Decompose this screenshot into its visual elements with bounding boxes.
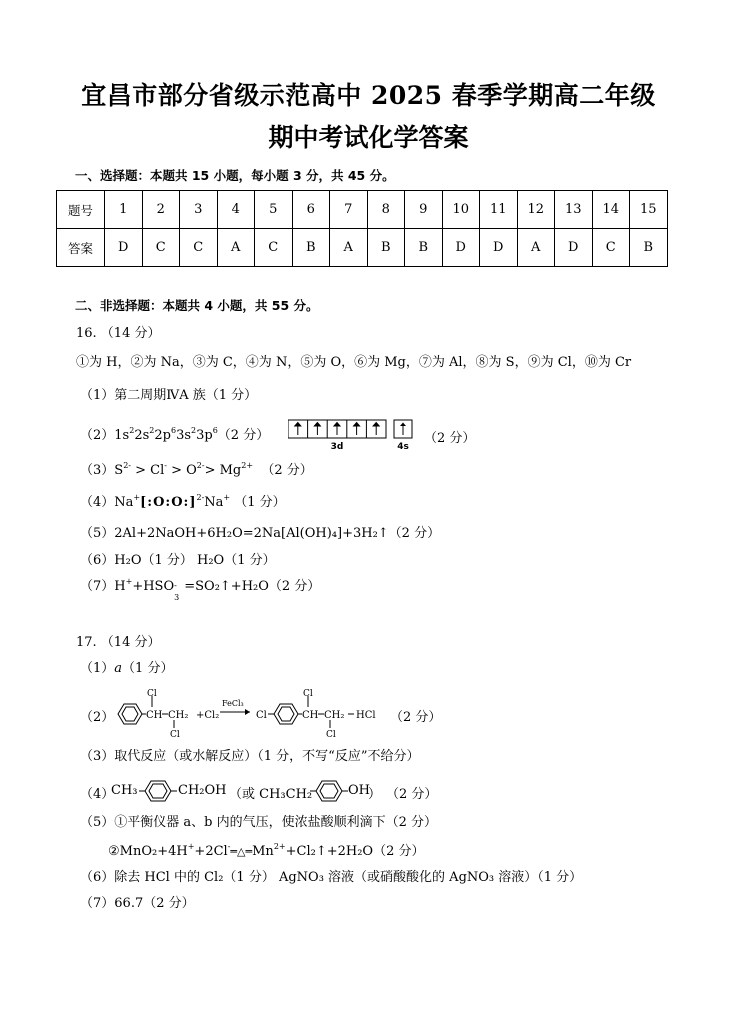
benzene-ring-icon — [310, 778, 350, 804]
orbital-label-3d: 3d — [330, 442, 344, 452]
q16-a2-score2: （2 分） — [424, 431, 476, 446]
answer-cell: B — [630, 229, 668, 267]
benzene-ring-icon — [118, 704, 142, 724]
orbital-label-4s: 4s — [397, 442, 409, 452]
q16-a2-prefix: （2） — [80, 428, 115, 443]
section1-heading: 一、选择题：本题共 15 小题，每小题 3 分，共 45 分。 — [75, 168, 395, 183]
answer-cell: D — [105, 229, 143, 267]
chlorine-bottom: Cl — [326, 730, 336, 740]
config-orbital: 3p — [196, 428, 213, 443]
question-number: 1 — [105, 191, 143, 229]
substituent-cl: Cl — [256, 710, 267, 721]
config-count: 2 — [191, 426, 197, 435]
equation-part: +2Cl — [194, 844, 228, 859]
q16-a3-prefix: （3） — [80, 463, 115, 478]
answer-cell: A — [330, 229, 368, 267]
config-orbital: 2s — [134, 428, 150, 443]
ion-symbol: > Cl — [130, 463, 165, 478]
question-number: 14 — [592, 191, 630, 229]
question-number: 6 — [292, 191, 330, 229]
q16-header: 16. （14 分） — [76, 326, 161, 341]
chain-ch: CH — [302, 710, 319, 721]
answer-cell: C — [592, 229, 630, 267]
q16-a7-rest: =SO₂↑+H₂O（2 分） — [180, 579, 321, 594]
question-number: 8 — [367, 191, 405, 229]
q16-a4-score: （1 分） — [234, 495, 286, 510]
document-title-line2: 期中考试化学答案 — [268, 123, 469, 152]
config-count: 2 — [149, 426, 155, 435]
q16-a3-score: （2 分） — [261, 463, 313, 478]
q16-answer-6: （6）H₂O（1 分） H₂O（1 分） — [80, 553, 276, 568]
question-number: 7 — [330, 191, 368, 229]
electron-configuration — [114, 428, 218, 443]
ion-charge: + — [133, 493, 141, 502]
q17-a1-prefix: （1） — [80, 661, 115, 676]
ion-symbol: > Mg — [204, 463, 242, 478]
equation-part: ②MnO₂+4H — [108, 844, 188, 859]
bisulfite-formula: +HSO — [132, 579, 175, 594]
q16-element-list: ①为 H，②为 Na，③为 C，④为 N，⑤为 O，⑥为 Mg，⑦为 Al，⑧为 S，⑨为 Cl，⑩为 Cr — [76, 355, 632, 370]
q17-answer-5-2 — [108, 843, 424, 861]
section2-heading: 二、非选择题：本题共 4 小题，共 55 分。 — [75, 298, 319, 313]
ion-charge: - — [164, 461, 167, 470]
reaction-arrow-icon — [220, 709, 250, 715]
question-number: 12 — [517, 191, 555, 229]
ion-charge: 2+ — [241, 461, 254, 470]
q16-answer-3 — [80, 462, 313, 480]
row-header-question-no: 题号 — [57, 191, 105, 229]
answer-cell: C — [255, 229, 293, 267]
ion-charge: 2- — [196, 461, 205, 470]
q17-header: 17. （14 分） — [76, 635, 161, 650]
config-count: 6 — [212, 426, 218, 435]
heating-equals-sign: ═△═ — [230, 845, 253, 858]
peroxide-electron-dot: [:O:O:] — [140, 495, 197, 510]
sodium-symbol: Na — [114, 495, 134, 510]
q17-answer-7: （7）66.7（2 分） — [80, 896, 195, 911]
chlorine-top: Cl — [303, 689, 313, 699]
byproduct-hcl: HCl — [356, 710, 376, 721]
q17-a4-alternative: （或 CH₃CH₂ — [229, 787, 313, 802]
q17-a4-close: ） — [368, 787, 382, 802]
config-count: 2 — [129, 426, 135, 435]
config-orbital: 3s — [176, 428, 192, 443]
question-number: 9 — [405, 191, 443, 229]
chain-ch2: CH₂ — [168, 710, 189, 721]
benzene-ring-icon — [139, 778, 179, 804]
sodium-symbol: Na — [204, 495, 224, 510]
q17-a2-score: （2 分） — [390, 710, 442, 725]
answer-cell: B — [367, 229, 405, 267]
q16-a2-score1: （2 分） — [217, 428, 270, 443]
multiple-choice-answer-table — [56, 190, 668, 267]
q17-reaction-diagram — [110, 688, 420, 740]
question-number: 11 — [480, 191, 518, 229]
answer-cell: A — [517, 229, 555, 267]
ion-symbol: > O — [166, 463, 197, 478]
answer-cell: D — [442, 229, 480, 267]
ion-charge: - — [227, 842, 231, 851]
question-number: 4 — [217, 191, 255, 229]
ion-symbol: S — [114, 463, 124, 478]
4s-orbital-box — [394, 420, 412, 438]
config-orbital: 2p — [154, 428, 171, 443]
q16-answer-5: （5）2Al+2NaOH+6H₂O=2Na[Al(OH)₄]+3H₂↑（2 分） — [80, 526, 441, 541]
q17-a1-answer: a — [114, 661, 123, 676]
q16-answer-1: （1）第二周期ⅣA 族（1 分） — [80, 388, 258, 403]
row-header-answer: 答案 — [57, 229, 105, 267]
q17-a4-ch3: CH₃ — [111, 783, 138, 798]
question-number: 15 — [630, 191, 668, 229]
catalyst-fecl3: FeCl₃ — [222, 699, 244, 708]
q16-answer-2 — [80, 427, 269, 445]
question-number: 2 — [142, 191, 180, 229]
q17-a2-prefix: （2） — [80, 710, 115, 725]
orbital-diagram — [288, 418, 418, 454]
chain-ch: CH — [146, 710, 163, 721]
config-count: 6 — [170, 426, 177, 435]
equation-part: +Cl₂↑+2H₂O（2 分） — [285, 844, 425, 859]
question-number: 5 — [255, 191, 293, 229]
q17-a4-oh: OH — [348, 783, 370, 798]
q17-answer-5-1: （5）①平衡仪器 a、b 内的气压，使浓盐酸顺利滴下（2 分） — [80, 815, 438, 830]
q16-a4-prefix: （4） — [80, 495, 115, 510]
answer-row — [57, 229, 668, 267]
answer-cell: B — [405, 229, 443, 267]
document-title-line1: 宜昌市部分省级示范高中 2025 春季学期高二年级 — [81, 81, 656, 110]
q17-answer-1 — [80, 660, 173, 678]
ion-charge: + — [187, 842, 195, 851]
answer-cell: C — [180, 229, 218, 267]
q17-a4-ch2oh: CH₂OH — [178, 783, 227, 798]
question-number: 13 — [555, 191, 593, 229]
chain-ch2: CH₂ — [324, 710, 345, 721]
q17-a4-score: （2 分） — [386, 787, 438, 802]
q17-a1-score: （1 分） — [122, 661, 174, 676]
question-number: 10 — [442, 191, 480, 229]
answer-cell: C — [142, 229, 180, 267]
ion-charge: 2- — [123, 461, 131, 470]
reagent-cl2: +Cl₂ — [196, 710, 220, 721]
answer-cell: A — [217, 229, 255, 267]
config-orbital: 1s — [114, 428, 130, 443]
q17-a4-prefix: （4） — [80, 787, 115, 802]
q16-answer-7: （7）H++HSO 3 - =SO₂↑+H₂O（2 分） — [80, 577, 321, 602]
answer-cell: D — [555, 229, 593, 267]
chlorine-top: Cl — [147, 689, 157, 699]
equation-part: Mn — [252, 844, 274, 859]
q17-answer-6: （6）除去 HCl 中的 Cl₂（1 分） AgNO₃ 溶液（或硝酸酸化的 AgNO₃ 溶液）（1 分） — [80, 870, 583, 885]
question-number-row — [57, 191, 668, 229]
chlorine-bottom: Cl — [170, 730, 180, 740]
q16-a7-prefix: （7）H — [80, 579, 126, 594]
q16-answer-4 — [80, 494, 286, 512]
answer-cell: B — [292, 229, 330, 267]
ion-charge: 2- — [196, 493, 205, 502]
ion-charge: + — [125, 577, 133, 586]
q17-answer-3: （3）取代反应（或水解反应）（1 分，不写“反应”不给分） — [80, 749, 420, 764]
ion-charge: 2+ — [273, 842, 286, 851]
answer-cell: D — [480, 229, 518, 267]
benzene-ring-icon — [274, 704, 298, 724]
ion-charge: + — [223, 493, 231, 502]
question-number: 3 — [180, 191, 218, 229]
